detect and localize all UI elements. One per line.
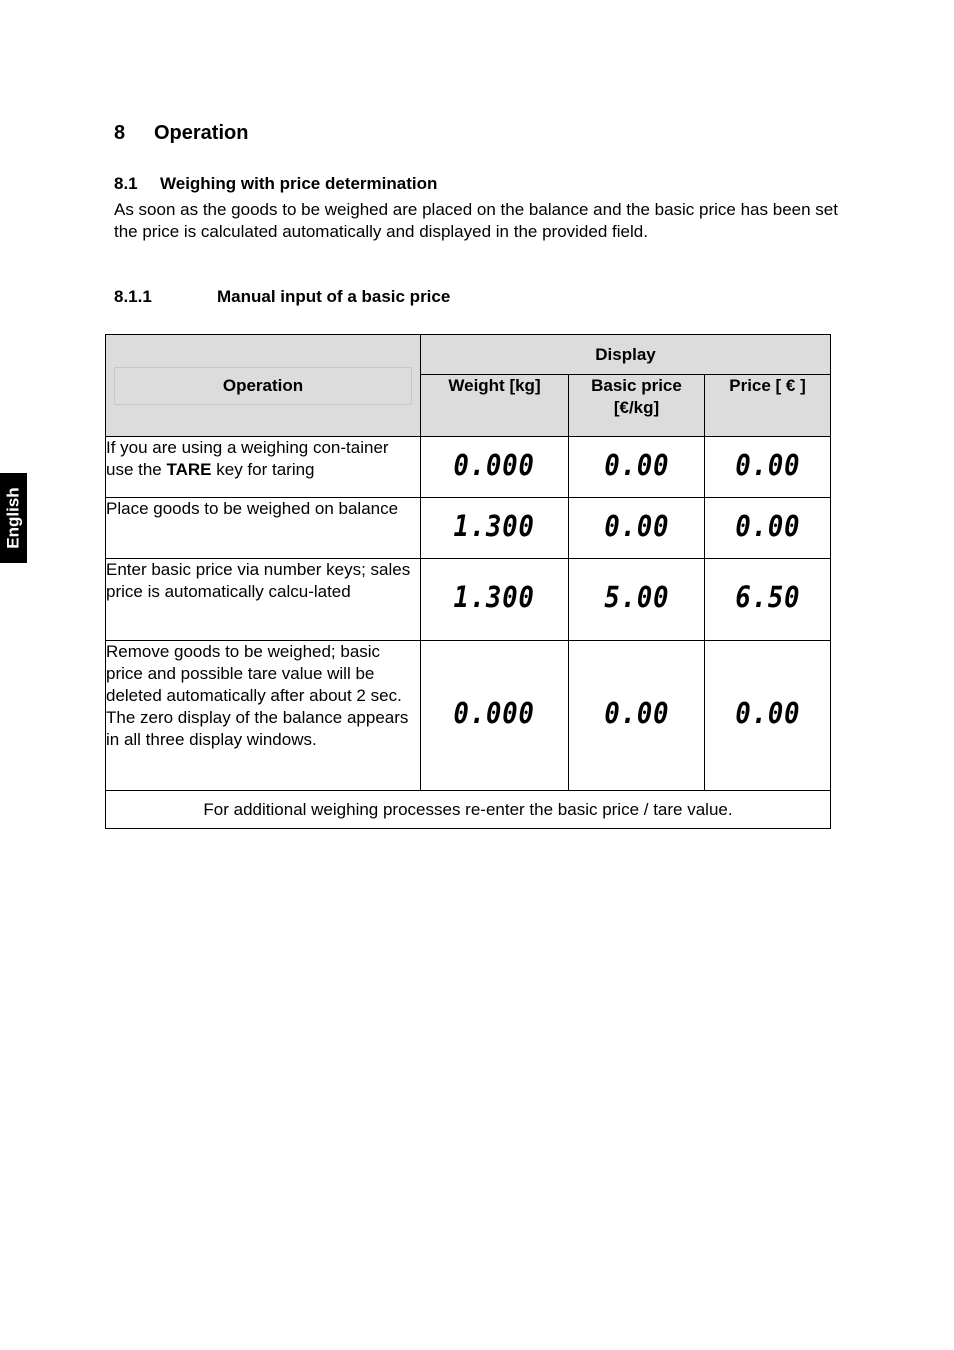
weight-display-cell bbox=[421, 559, 569, 641]
operation-column-header: Operation bbox=[106, 335, 421, 437]
weight-display-cell bbox=[421, 437, 569, 498]
price-display-cell bbox=[705, 498, 831, 559]
intro-paragraph: As soon as the goods to be weighed are placed on the balance and the basic price has been set the price is calculated automatically and displayed in the provided field. bbox=[114, 200, 838, 241]
price-display-cell bbox=[705, 559, 831, 641]
weight-display-value: 0.000 bbox=[453, 696, 536, 730]
table-row bbox=[106, 559, 831, 641]
subsubsection-title: Manual input of a basic price bbox=[217, 287, 451, 306]
display-column-header: Display bbox=[421, 335, 831, 375]
price-display-value: 0.00 bbox=[735, 508, 801, 543]
table-row bbox=[106, 498, 831, 559]
weight-display-value: 0.000 bbox=[453, 447, 536, 482]
table-row bbox=[106, 641, 831, 791]
subsubsection-number: 8.1.1 bbox=[114, 287, 152, 306]
price-display-value: 0.00 bbox=[735, 447, 801, 482]
price-display-cell bbox=[705, 641, 831, 791]
operation-step-text: Remove goods to be weighed; basic price and possible tare value will be deleted automatically after about 2 sec. The zero display of the balance appears in all three display windows. bbox=[106, 641, 421, 791]
subsubsection-heading bbox=[114, 287, 450, 307]
subsection-title: Weighing with price determination bbox=[160, 174, 438, 193]
weight-column-header: Weight [kg] bbox=[421, 375, 569, 437]
basic-price-display-value: 0.00 bbox=[604, 696, 669, 730]
weight-display-value: 1.300 bbox=[453, 580, 536, 614]
weight-display-value: 1.300 bbox=[453, 508, 536, 543]
price-display-value: 0.00 bbox=[735, 696, 801, 730]
section-number: 8 bbox=[114, 122, 126, 144]
operation-step-text: If you are using a weighing con-tainer use the TARE key for taring bbox=[106, 437, 421, 498]
weight-display-cell bbox=[421, 641, 569, 791]
basic-price-display-value: 5.00 bbox=[604, 580, 669, 614]
operation-step-text: Enter basic price via number keys; sales price is automatically calcu-lated bbox=[106, 559, 421, 641]
basic-price-display-value: 0.00 bbox=[604, 508, 669, 543]
basic-price-display-cell bbox=[569, 559, 705, 641]
subsection-heading bbox=[114, 174, 437, 194]
table-row bbox=[106, 437, 831, 498]
basic-price-display-cell bbox=[569, 641, 705, 791]
price-column-header: Price [ € ] bbox=[705, 375, 831, 437]
subsection-number: 8.1 bbox=[114, 174, 138, 193]
price-display-value: 6.50 bbox=[735, 580, 801, 614]
basic-price-display-cell bbox=[569, 437, 705, 498]
section-title: Operation bbox=[154, 122, 249, 144]
operation-table bbox=[105, 334, 831, 829]
price-display-cell bbox=[705, 437, 831, 498]
basic-price-display-value: 0.00 bbox=[604, 447, 669, 482]
key-name: TARE bbox=[166, 460, 212, 479]
basic-price-column-header: Basic price [€/kg] bbox=[569, 375, 705, 437]
language-tab bbox=[0, 473, 27, 563]
basic-price-display-cell bbox=[569, 498, 705, 559]
language-tab-label: English bbox=[3, 487, 23, 549]
operation-step-text: Place goods to be weighed on balance bbox=[106, 498, 421, 559]
table-footer-note: For additional weighing processes re-enter the basic price / tare value. bbox=[106, 791, 831, 829]
weight-display-cell bbox=[421, 498, 569, 559]
section-heading bbox=[114, 122, 248, 145]
